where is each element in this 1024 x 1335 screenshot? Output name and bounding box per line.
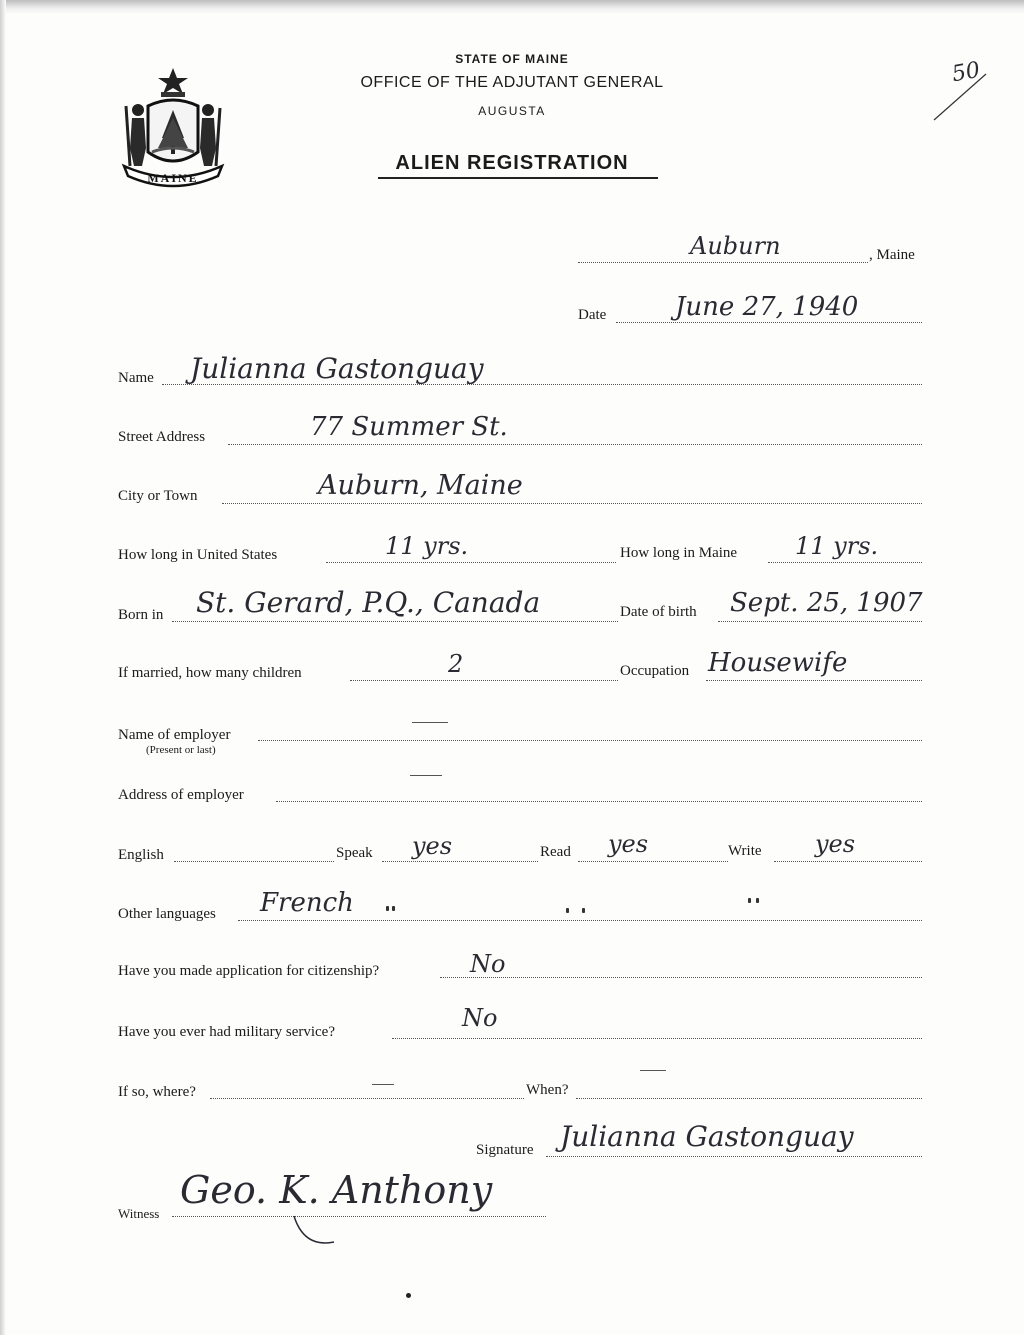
children-value: 2 xyxy=(448,650,464,678)
witness-signature: Geo. K. Anthony xyxy=(180,1168,493,1212)
military-label: Have you ever had military service? xyxy=(118,1024,335,1040)
title-underline xyxy=(378,177,658,179)
speak-label: Speak xyxy=(336,845,373,861)
place-line xyxy=(578,262,868,263)
occupation-label: Occupation xyxy=(620,663,690,679)
employer-label: Name of employer xyxy=(118,727,231,743)
speak-line xyxy=(382,861,538,862)
employer-line xyxy=(258,740,922,741)
date-line xyxy=(616,322,922,323)
office-heading: OFFICE OF THE ADJUTANT GENERAL xyxy=(360,74,664,91)
ink-dot xyxy=(406,1293,411,1298)
state-heading: STATE OF MAINE xyxy=(455,52,569,66)
occupation-value: Housewife xyxy=(708,648,848,678)
employer-address-line xyxy=(276,801,922,802)
name-label: Name xyxy=(118,370,154,386)
other-languages-label: Other languages xyxy=(118,906,216,922)
occupation-line xyxy=(706,680,922,681)
place-suffix: , Maine xyxy=(869,247,915,263)
street-label: Street Address xyxy=(118,429,206,445)
when-line xyxy=(576,1098,922,1099)
employer-sublabel: (Present or last) xyxy=(146,744,216,756)
ditto-mark-6 xyxy=(756,898,759,903)
birth-date-value: Sept. 25, 1907 xyxy=(730,588,923,618)
other-languages-value: French xyxy=(260,888,354,918)
military-value: No xyxy=(462,1004,498,1032)
english-line xyxy=(174,861,334,862)
place-value: Auburn xyxy=(690,232,781,260)
signature-value: Julianna Gastonguay xyxy=(560,1120,854,1153)
signature-line xyxy=(546,1156,922,1157)
where-line xyxy=(210,1098,524,1099)
military-line xyxy=(392,1038,922,1039)
maine-duration-label: How long in Maine xyxy=(620,545,738,561)
file-number-slash-icon xyxy=(930,70,990,124)
ditto-mark-1 xyxy=(386,906,389,911)
signature-label: Signature xyxy=(476,1142,534,1158)
employer-address-blank-dash xyxy=(410,775,442,776)
when-label: When? xyxy=(526,1082,569,1098)
read-value: yes xyxy=(608,830,649,858)
birthplace-label: Born in xyxy=(118,607,164,623)
us-duration-line xyxy=(326,562,616,563)
where-blank-dash xyxy=(372,1084,394,1085)
citizenship-line xyxy=(440,977,922,978)
us-duration-label: How long in United States xyxy=(118,547,278,563)
date-label: Date xyxy=(578,307,607,323)
ditto-mark-5 xyxy=(748,898,751,903)
street-line xyxy=(228,444,922,445)
other-languages-line xyxy=(238,920,922,921)
city-label: City or Town xyxy=(118,488,198,504)
scan-edge-top xyxy=(0,0,1024,14)
birth-date-label: Date of birth xyxy=(620,604,697,620)
witness-label: Witness xyxy=(118,1206,160,1221)
write-value: yes xyxy=(815,830,856,858)
witness-flourish-icon xyxy=(290,1212,340,1252)
birthplace-line xyxy=(172,621,618,622)
speak-value: yes xyxy=(412,832,453,860)
city-value: Auburn, Maine xyxy=(318,470,523,501)
employer-address-label: Address of employer xyxy=(118,787,244,803)
file-number: 50 xyxy=(950,57,982,88)
name-value: Julianna Gastonguay xyxy=(190,352,484,385)
write-line xyxy=(774,861,922,862)
date-value: June 27, 1940 xyxy=(675,292,859,322)
form-title: ALIEN REGISTRATION xyxy=(395,152,629,174)
maine-duration-value: 11 yrs. xyxy=(795,532,879,560)
citizenship-value: No xyxy=(470,950,506,978)
witness-line xyxy=(172,1216,546,1217)
birth-date-line xyxy=(718,621,922,622)
birthplace-value: St. Gerard, P.Q., Canada xyxy=(196,586,541,619)
read-line xyxy=(578,861,728,862)
where-label: If so, where? xyxy=(118,1084,196,1100)
ditto-mark-3 xyxy=(566,908,569,913)
city-heading: AUGUSTA xyxy=(478,104,546,118)
city-line xyxy=(222,503,922,504)
ditto-mark-4 xyxy=(582,908,585,913)
ditto-mark-2 xyxy=(392,906,395,911)
seal-banner-text: MAINE xyxy=(147,171,199,185)
scan-edge-left xyxy=(0,0,6,1335)
when-blank-dash xyxy=(640,1070,666,1071)
english-label: English xyxy=(118,847,164,863)
children-line xyxy=(350,680,618,681)
maine-duration-line xyxy=(768,562,922,563)
write-label: Write xyxy=(728,843,762,859)
street-value: 77 Summer St. xyxy=(310,412,508,442)
us-duration-value: 11 yrs. xyxy=(385,532,469,560)
read-label: Read xyxy=(540,844,571,860)
children-label: If married, how many children xyxy=(118,665,302,681)
employer-blank-dash xyxy=(412,722,448,723)
citizenship-label: Have you made application for citizenship? xyxy=(118,963,380,979)
